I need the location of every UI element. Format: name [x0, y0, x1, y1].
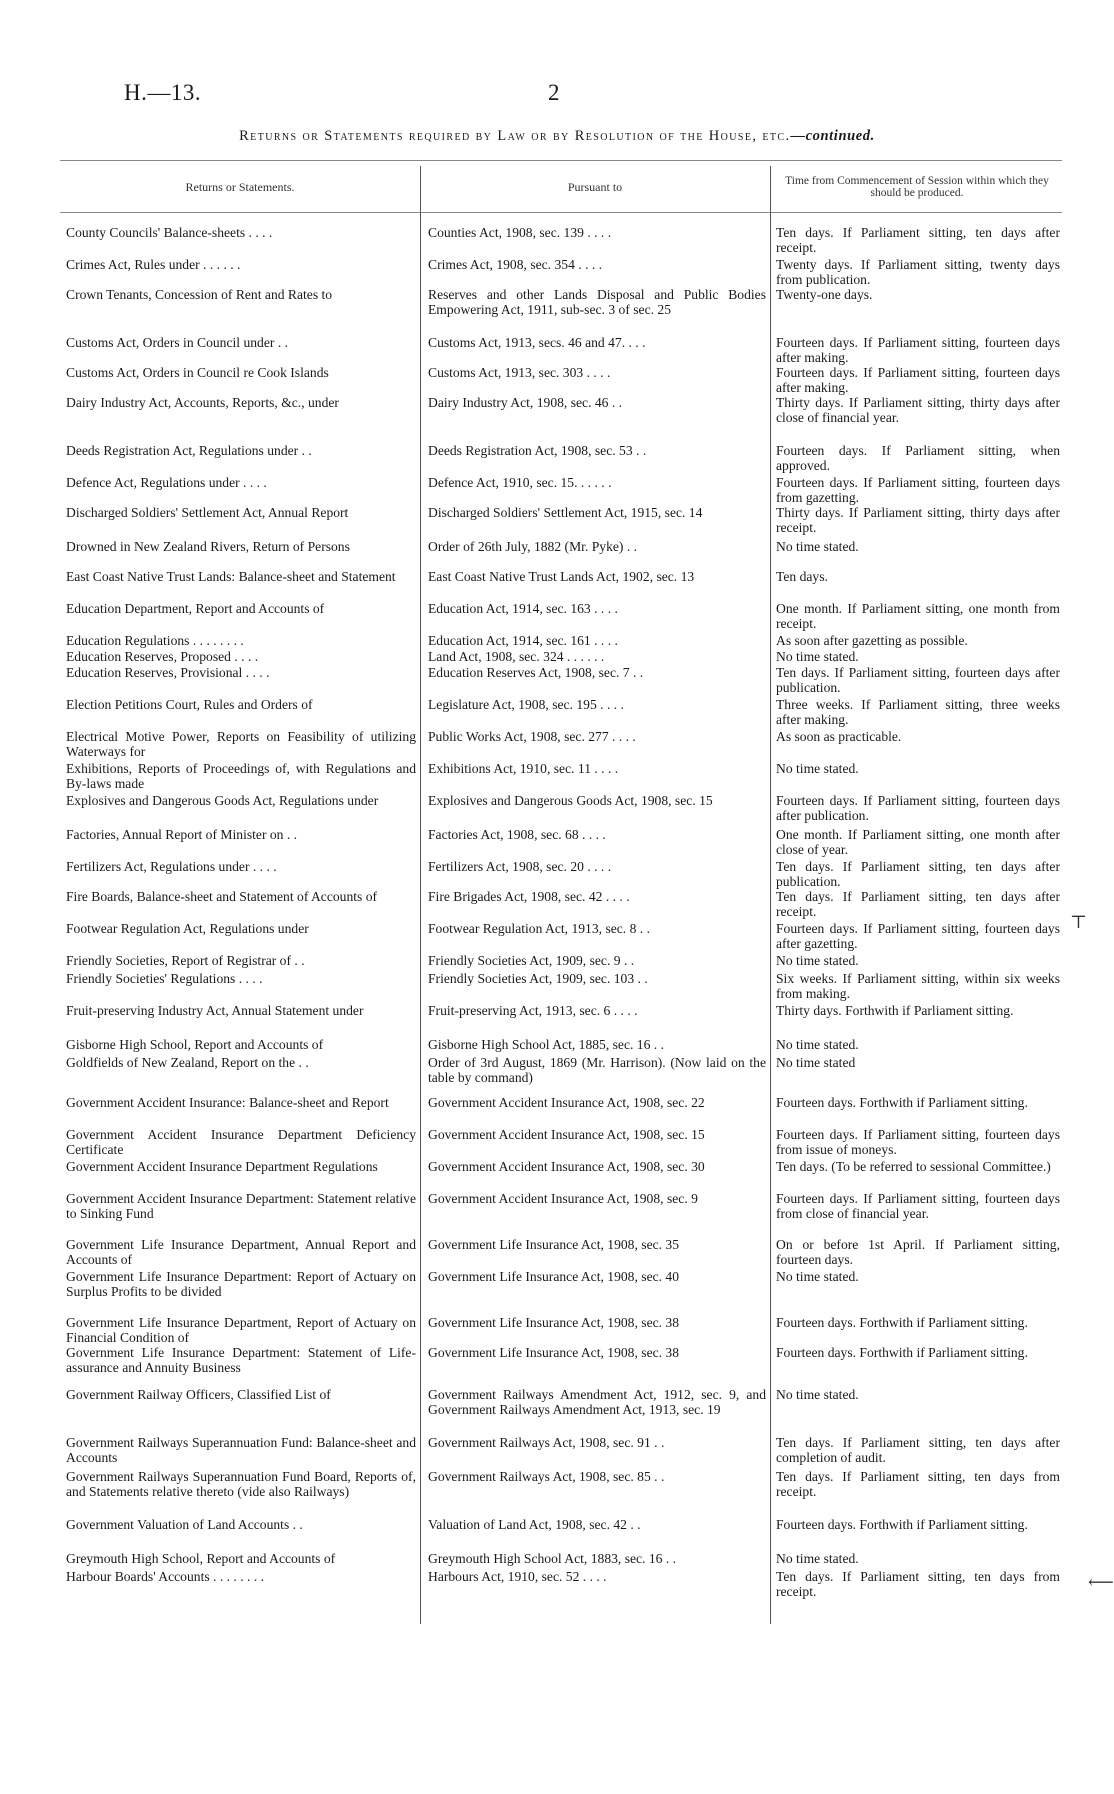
returns-cell: [66, 794, 416, 809]
returns-cell: [66, 1056, 416, 1071]
pursuant-cell: [428, 476, 766, 491]
returns-text: Discharged Soldiers' Settlement Act, Annual Report: [66, 505, 349, 520]
heading-continued: —continued.: [790, 128, 875, 144]
time-cell: [776, 602, 1060, 631]
pursuant-text: Friendly Societies Act, 1909, sec. 9 . .: [428, 953, 635, 968]
time-text: On or before 1st April. If Parliament sitting, fourteen days.: [776, 1237, 1060, 1267]
time-cell: [776, 762, 1060, 777]
time-text: Six weeks. If Parliament sitting, within six weeks from making.: [776, 971, 1060, 1001]
pursuant-cell: [428, 794, 766, 809]
time-text: Ten days.: [776, 569, 828, 584]
pursuant-text: Government Accident Insurance Act, 1908, sec. 30: [428, 1159, 705, 1174]
returns-cell: [66, 1570, 416, 1585]
returns-cell: [66, 1128, 416, 1157]
time-cell: [776, 922, 1060, 951]
returns-text: Drowned in New Zealand Rivers, Return of Persons: [66, 539, 350, 554]
returns-cell: [66, 1270, 416, 1299]
pursuant-text: Order of 26th July, 1882 (Mr. Pyke) . .: [428, 539, 638, 554]
time-text: No time stated.: [776, 1387, 859, 1402]
returns-text: Government Railways Superannuation Fund: Balance-sheet and Accounts: [66, 1435, 416, 1465]
pursuant-cell: [428, 396, 766, 411]
returns-text: Fertilizers Act, Regulations under . . . .: [66, 859, 277, 874]
time-text: Ten days. If Parliament sitting, ten days from receipt.: [776, 1469, 1060, 1499]
time-cell: [776, 1038, 1060, 1053]
pursuant-cell: [428, 666, 766, 681]
column-header-returns: Returns or Statements.: [185, 180, 295, 194]
returns-text: Deeds Registration Act, Regulations under . .: [66, 443, 312, 458]
time-text: Three weeks. If Parliament sitting, three weeks after making.: [776, 697, 1060, 727]
time-cell: [776, 258, 1060, 287]
pursuant-text: Government Railways Act, 1908, sec. 85 . .: [428, 1469, 665, 1484]
returns-text: Dairy Industry Act, Accounts, Reports, &c., under: [66, 395, 339, 410]
returns-cell: [66, 1316, 416, 1345]
time-text: Thirty days. Forthwith if Parliament sitting.: [776, 1003, 1014, 1018]
returns-text: Government Railways Superannuation Fund Board, Reports of, and Statements relative thereto (vide also Railways): [66, 1469, 416, 1499]
returns-text: Harbour Boards' Accounts . . . . . . . .: [66, 1569, 265, 1584]
time-cell: [776, 1436, 1060, 1465]
pursuant-cell: [428, 1570, 766, 1585]
time-text: No time stated.: [776, 649, 859, 664]
returns-cell: [66, 1004, 416, 1019]
pursuant-cell: [428, 1470, 766, 1485]
time-text: Fourteen days. If Parliament sitting, when approved.: [776, 443, 1060, 473]
time-text: Fourteen days. Forthwith if Parliament sitting.: [776, 1345, 1028, 1360]
time-cell: [776, 1346, 1060, 1361]
time-cell: [776, 1316, 1060, 1331]
returns-cell: [66, 762, 416, 791]
pursuant-text: Fertilizers Act, 1908, sec. 20 . . . .: [428, 859, 612, 874]
time-text: One month. If Parliament sitting, one month after close of year.: [776, 827, 1060, 857]
pursuant-text: Friendly Societies Act, 1909, sec. 103 . .: [428, 971, 648, 986]
returns-text: Friendly Societies, Report of Registrar of . .: [66, 953, 305, 968]
time-cell: [776, 1192, 1060, 1221]
time-text: No time stated.: [776, 1269, 859, 1284]
pursuant-text: Counties Act, 1908, sec. 139 . . . .: [428, 225, 612, 240]
returns-cell: [66, 922, 416, 937]
time-text: Twenty days. If Parliament sitting, twenty days from publication.: [776, 257, 1060, 287]
pursuant-text: Exhibitions Act, 1910, sec. 11 . . . .: [428, 761, 619, 776]
returns-text: Electrical Motive Power, Reports on Feasibility of utilizing Waterways for: [66, 729, 416, 759]
time-text: No time stated.: [776, 953, 859, 968]
time-text: Ten days. If Parliament sitting, ten days after publication.: [776, 859, 1060, 889]
column-divider-2: [770, 166, 771, 1624]
time-cell: [776, 1388, 1060, 1403]
returns-text: Government Accident Insurance: Balance-sheet and Report: [66, 1095, 389, 1110]
returns-text: Government Life Insurance Department: Report of Actuary on Surplus Profits to be divided: [66, 1269, 416, 1299]
returns-cell: [66, 1160, 416, 1175]
pursuant-cell: [428, 1518, 766, 1533]
time-text: Twenty-one days.: [776, 287, 873, 302]
pursuant-text: Government Accident Insurance Act, 1908, sec. 15: [428, 1127, 705, 1142]
time-text: Fourteen days. If Parliament sitting, fourteen days from close of financial year.: [776, 1191, 1060, 1221]
time-cell: [776, 1570, 1060, 1599]
returns-cell: [66, 258, 416, 273]
returns-cell: [66, 1518, 416, 1533]
returns-cell: [66, 1388, 416, 1403]
time-text: Ten days. If Parliament sitting, fourteen days after publication.: [776, 665, 1060, 695]
pursuant-text: Dairy Industry Act, 1908, sec. 46 . .: [428, 395, 623, 410]
returns-cell: [66, 666, 416, 681]
pursuant-cell: [428, 1346, 766, 1361]
time-cell: [776, 1270, 1060, 1285]
returns-cell: [66, 860, 416, 875]
pursuant-text: Government Life Insurance Act, 1908, sec. 38: [428, 1345, 680, 1360]
returns-cell: [66, 972, 416, 987]
time-cell: [776, 954, 1060, 969]
time-cell: [776, 730, 1060, 745]
returns-text: Government Railway Officers, Classified List of: [66, 1387, 331, 1402]
time-text: Fourteen days. If Parliament sitting, fourteen days after making.: [776, 365, 1060, 395]
pursuant-cell: [428, 762, 766, 777]
time-text: Thirty days. If Parliament sitting, thirty days after close of financial year.: [776, 395, 1060, 425]
time-cell: [776, 1552, 1060, 1567]
returns-text: Government Life Insurance Department: Statement of Life-assurance and Annuity Business: [66, 1345, 416, 1375]
time-cell: [776, 828, 1060, 857]
pursuant-text: Government Life Insurance Act, 1908, sec. 40: [428, 1269, 680, 1284]
time-text: As soon as practicable.: [776, 729, 902, 744]
pursuant-text: Government Railways Amendment Act, 1912, sec. 9, and Government Railways Amendment Act, 1913, sec. 19: [428, 1387, 766, 1417]
pursuant-text: Greymouth High School Act, 1883, sec. 16 . .: [428, 1551, 677, 1566]
time-cell: [776, 288, 1060, 303]
time-text: Ten days. If Parliament sitting, ten days after receipt.: [776, 889, 1060, 919]
pursuant-text: Harbours Act, 1910, sec. 52 . . . .: [428, 1569, 607, 1584]
pursuant-cell: [428, 602, 766, 617]
returns-cell: [66, 336, 416, 351]
time-text: No time stated.: [776, 539, 859, 554]
pursuant-text: Fruit-preserving Act, 1913, sec. 6 . . . .: [428, 1003, 638, 1018]
pursuant-cell: [428, 1316, 766, 1331]
pursuant-cell: [428, 1004, 766, 1019]
returns-cell: [66, 1552, 416, 1567]
pursuant-text: Government Accident Insurance Act, 1908, sec. 22: [428, 1095, 705, 1110]
pursuant-cell: [428, 730, 766, 745]
pursuant-text: Public Works Act, 1908, sec. 277 . . . .: [428, 729, 636, 744]
heading-main: Returns or Statements required by Law or by Resolution of the House, etc.: [239, 128, 791, 144]
returns-text: Goldfields of New Zealand, Report on the . .: [66, 1055, 309, 1070]
time-text: No time stated.: [776, 1551, 859, 1566]
pursuant-text: Customs Act, 1913, secs. 46 and 47. . . .: [428, 335, 646, 350]
time-cell: [776, 1160, 1060, 1175]
pursuant-text: Education Act, 1914, sec. 163 . . . .: [428, 601, 618, 616]
time-text: Fourteen days. Forthwith if Parliament sitting.: [776, 1095, 1028, 1110]
returns-text: Customs Act, Orders in Council under . .: [66, 335, 289, 350]
pursuant-text: Government Life Insurance Act, 1908, sec. 38: [428, 1315, 680, 1330]
pursuant-cell: [428, 506, 766, 521]
returns-text: Customs Act, Orders in Council re Cook Islands: [66, 365, 329, 380]
returns-cell: [66, 226, 416, 241]
returns-text: Government Accident Insurance Department: Statement relative to Sinking Fund: [66, 1191, 416, 1221]
time-cell: [776, 634, 1060, 649]
pursuant-text: Footwear Regulation Act, 1913, sec. 8 . .: [428, 921, 650, 936]
returns-text: Factories, Annual Report of Minister on . .: [66, 827, 298, 842]
returns-cell: [66, 288, 416, 303]
returns-cell: [66, 890, 416, 905]
pursuant-cell: [428, 922, 766, 937]
returns-cell: [66, 1436, 416, 1465]
pursuant-text: Valuation of Land Act, 1908, sec. 42 . .: [428, 1517, 641, 1532]
pursuant-cell: [428, 226, 766, 241]
pursuant-cell: [428, 288, 766, 317]
pursuant-text: Education Act, 1914, sec. 161 . . . .: [428, 633, 618, 648]
returns-text: Education Reserves, Proposed . . . .: [66, 649, 259, 664]
returns-text: Footwear Regulation Act, Regulations under: [66, 921, 309, 936]
pursuant-cell: [428, 1128, 766, 1143]
pursuant-text: Government Accident Insurance Act, 1908, sec. 9: [428, 1191, 698, 1206]
returns-cell: [66, 396, 416, 411]
returns-text: Education Regulations . . . . . . . .: [66, 633, 244, 648]
time-text: Fourteen days. If Parliament sitting, fourteen days after publication.: [776, 793, 1060, 823]
returns-text: Government Life Insurance Department, Report of Actuary on Financial Condition of: [66, 1315, 416, 1345]
pursuant-cell: [428, 954, 766, 969]
returns-text: Government Life Insurance Department, Annual Report and Accounts of: [66, 1237, 416, 1267]
returns-cell: [66, 1038, 416, 1053]
returns-cell: [66, 730, 416, 759]
returns-cell: [66, 954, 416, 969]
time-text: Fourteen days. If Parliament sitting, fourteen days after gazetting.: [776, 921, 1060, 951]
time-cell: [776, 476, 1060, 505]
pursuant-text: Order of 3rd August, 1869 (Mr. Harrison). (Now laid on the table by command): [428, 1055, 766, 1085]
time-text: Ten days. If Parliament sitting, ten days after completion of audit.: [776, 1435, 1060, 1465]
time-cell: [776, 860, 1060, 889]
returns-text: Gisborne High School, Report and Accounts of: [66, 1037, 324, 1052]
document-reference: H.—13.: [124, 80, 202, 105]
time-cell: [776, 972, 1060, 1001]
returns-text: Fire Boards, Balance-sheet and Statement of Accounts of: [66, 889, 378, 904]
margin-mark: ⟵: [1088, 1572, 1114, 1592]
page-number: 2: [548, 80, 560, 105]
pursuant-cell: [428, 1388, 766, 1417]
returns-text: Government Valuation of Land Accounts . .: [66, 1517, 303, 1532]
returns-cell: [66, 650, 416, 665]
pursuant-text: Government Life Insurance Act, 1908, sec. 35: [428, 1237, 680, 1252]
time-text: One month. If Parliament sitting, one month from receipt.: [776, 601, 1060, 631]
pursuant-text: Crimes Act, 1908, sec. 354 . . . .: [428, 257, 603, 272]
pursuant-cell: [428, 366, 766, 381]
time-cell: [776, 890, 1060, 919]
time-cell: [776, 444, 1060, 473]
returns-cell: [66, 1346, 416, 1375]
time-cell: [776, 396, 1060, 425]
time-cell: [776, 336, 1060, 365]
returns-text: Crown Tenants, Concession of Rent and Rates to: [66, 287, 333, 302]
time-text: Thirty days. If Parliament sitting, thirty days after receipt.: [776, 505, 1060, 535]
column-divider-1: [420, 166, 421, 1624]
time-cell: [776, 540, 1060, 555]
returns-text: Crimes Act, Rules under . . . . . .: [66, 257, 241, 272]
returns-text: Election Petitions Court, Rules and Orders of: [66, 697, 313, 712]
pursuant-cell: [428, 1238, 766, 1253]
pursuant-cell: [428, 1160, 766, 1175]
returns-cell: [66, 1096, 416, 1111]
time-text: No time stated.: [776, 1037, 859, 1052]
time-text: Fourteen days. If Parliament sitting, fourteen days after making.: [776, 335, 1060, 365]
page-heading: [0, 128, 1114, 145]
pursuant-cell: [428, 570, 766, 585]
time-cell: [776, 570, 1060, 585]
column-header-time: Time from Commencement of Session within which they should be produced.: [785, 175, 1049, 199]
header-bottom-rule: [60, 212, 1062, 213]
returns-text: Explosives and Dangerous Goods Act, Regulations under: [66, 793, 379, 808]
returns-cell: [66, 540, 416, 555]
returns-cell: [66, 570, 416, 585]
returns-text: Education Reserves, Provisional . . . .: [66, 665, 270, 680]
time-text: Fourteen days. If Parliament sitting, fourteen days from gazetting.: [776, 475, 1060, 505]
time-text: Fourteen days. Forthwith if Parliament sitting.: [776, 1315, 1028, 1330]
returns-cell: [66, 698, 416, 713]
time-cell: [776, 366, 1060, 395]
returns-text: Friendly Societies' Regulations . . . .: [66, 971, 263, 986]
pursuant-cell: [428, 540, 766, 555]
pursuant-text: Customs Act, 1913, sec. 303 . . . .: [428, 365, 611, 380]
time-text: Fourteen days. Forthwith if Parliament sitting.: [776, 1517, 1028, 1532]
time-text: No time stated.: [776, 761, 859, 776]
time-cell: [776, 1096, 1060, 1111]
returns-cell: [66, 366, 416, 381]
pursuant-cell: [428, 1436, 766, 1451]
returns-text: Government Accident Insurance Department Deficiency Certificate: [66, 1127, 416, 1157]
returns-cell: [66, 444, 416, 459]
returns-cell: [66, 602, 416, 617]
margin-mark: ⊤: [1070, 912, 1087, 932]
pursuant-text: Factories Act, 1908, sec. 68 . . . .: [428, 827, 606, 842]
returns-text: Greymouth High School, Report and Accounts of: [66, 1551, 336, 1566]
pursuant-text: Gisborne High School Act, 1885, sec. 16 . .: [428, 1037, 664, 1052]
time-text: No time stated: [776, 1055, 856, 1070]
pursuant-cell: [428, 972, 766, 987]
pursuant-text: Explosives and Dangerous Goods Act, 1908, sec. 15: [428, 793, 713, 808]
pursuant-cell: [428, 444, 766, 459]
time-text: Ten days. If Parliament sitting, ten days after receipt.: [776, 225, 1060, 255]
pursuant-cell: [428, 860, 766, 875]
time-cell: [776, 1128, 1060, 1157]
returns-cell: [66, 1192, 416, 1221]
returns-text: Fruit-preserving Industry Act, Annual Statement under: [66, 1003, 364, 1018]
time-cell: [776, 650, 1060, 665]
time-cell: [776, 226, 1060, 255]
pursuant-text: Reserves and other Lands Disposal and Public Bodies Empowering Act, 1911, sub-sec. 3 of sec. 25: [428, 287, 766, 317]
time-cell: [776, 506, 1060, 535]
pursuant-text: Education Reserves Act, 1908, sec. 7 . .: [428, 665, 644, 680]
pursuant-cell: [428, 258, 766, 273]
time-cell: [776, 1056, 1060, 1071]
pursuant-cell: [428, 336, 766, 351]
pursuant-text: Government Railways Act, 1908, sec. 91 . .: [428, 1435, 665, 1450]
pursuant-cell: [428, 1552, 766, 1567]
pursuant-cell: [428, 1038, 766, 1053]
pursuant-cell: [428, 698, 766, 713]
pursuant-cell: [428, 890, 766, 905]
returns-text: Education Department, Report and Accounts of: [66, 601, 325, 616]
returns-cell: [66, 828, 416, 843]
header-top-rule: [60, 160, 1062, 161]
column-header-pursuant: Pursuant to: [567, 180, 623, 194]
pursuant-text: Legislature Act, 1908, sec. 195 . . . .: [428, 697, 624, 712]
pursuant-text: Discharged Soldiers' Settlement Act, 1915, sec. 14: [428, 505, 703, 520]
pursuant-cell: [428, 650, 766, 665]
time-cell: [776, 666, 1060, 695]
time-cell: [776, 1518, 1060, 1533]
time-text: Fourteen days. If Parliament sitting, fourteen days from issue of moneys.: [776, 1127, 1060, 1157]
returns-cell: [66, 634, 416, 649]
pursuant-text: East Coast Native Trust Lands Act, 1902, sec. 13: [428, 569, 695, 584]
pursuant-text: Land Act, 1908, sec. 324 . . . . . .: [428, 649, 605, 664]
pursuant-cell: [428, 634, 766, 649]
time-text: Ten days. If Parliament sitting, ten days from receipt.: [776, 1569, 1060, 1599]
time-text: As soon after gazetting as possible.: [776, 633, 968, 648]
pursuant-cell: [428, 1192, 766, 1207]
returns-text: County Councils' Balance-sheets . . . .: [66, 225, 273, 240]
pursuant-cell: [428, 828, 766, 843]
returns-cell: [66, 476, 416, 491]
time-cell: [776, 1470, 1060, 1499]
pursuant-cell: [428, 1096, 766, 1111]
returns-cell: [66, 1238, 416, 1267]
pursuant-text: Deeds Registration Act, 1908, sec. 53 . .: [428, 443, 647, 458]
returns-text: East Coast Native Trust Lands: Balance-sheet and Statement: [66, 569, 396, 584]
returns-cell: [66, 506, 416, 521]
time-text: Ten days. (To be referred to sessional Committee.): [776, 1159, 1051, 1174]
time-cell: [776, 1004, 1060, 1019]
pursuant-text: Fire Brigades Act, 1908, sec. 42 . . . .: [428, 889, 630, 904]
time-cell: [776, 1238, 1060, 1267]
time-cell: [776, 698, 1060, 727]
pursuant-cell: [428, 1056, 766, 1085]
returns-text: Exhibitions, Reports of Proceedings of, with Regulations and By-laws made: [66, 761, 416, 791]
returns-text: Government Accident Insurance Department Regulations: [66, 1159, 378, 1174]
pursuant-cell: [428, 1270, 766, 1285]
returns-text: Defence Act, Regulations under . . . .: [66, 475, 267, 490]
returns-cell: [66, 1470, 416, 1499]
pursuant-text: Defence Act, 1910, sec. 15. . . . . .: [428, 475, 612, 490]
time-cell: [776, 794, 1060, 823]
